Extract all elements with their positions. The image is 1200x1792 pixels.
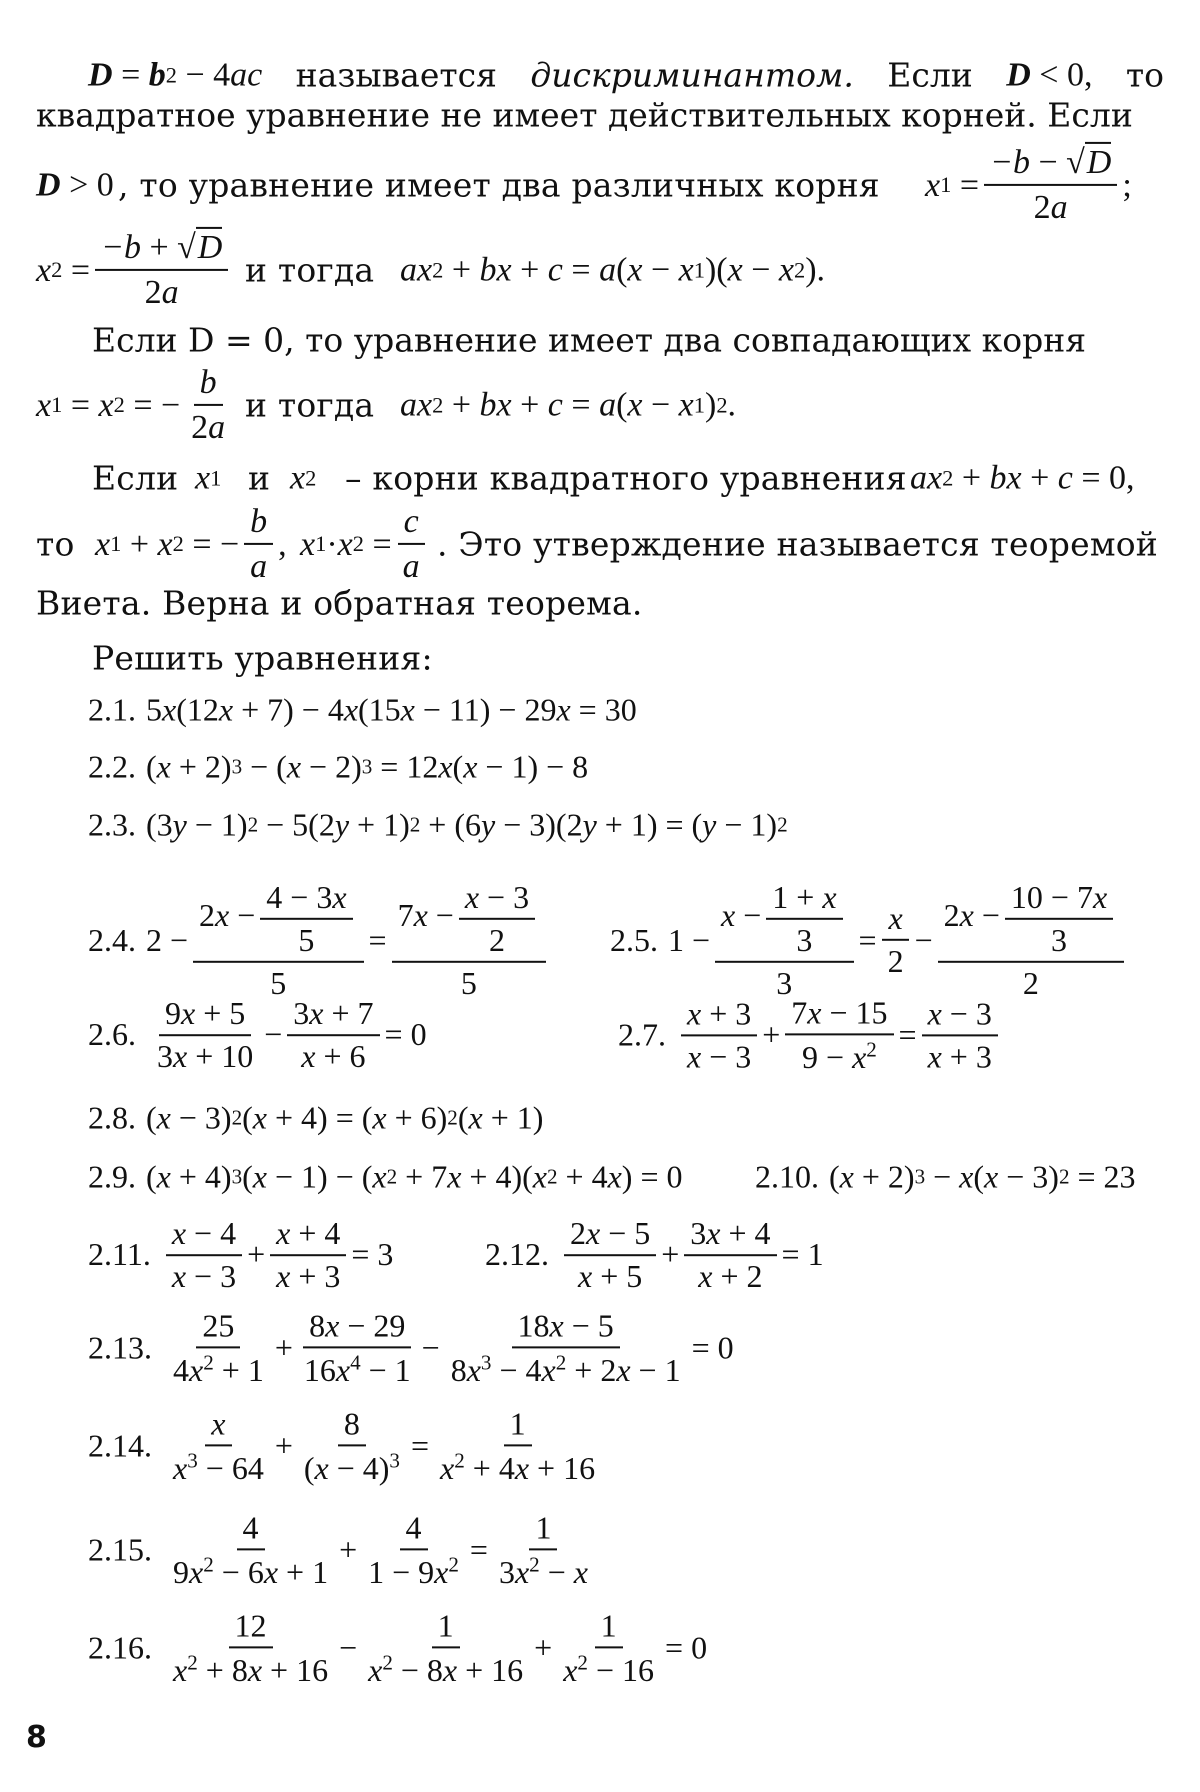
problem-2-16: 2.16. $\frac{12}{x^2 + 8x + 16}$ − $\frac{1}{x^2 - 8x + 16}$ + $\frac{1}{x^2 - 16}$ = 0 [88, 1607, 708, 1688]
symbol-x1: x 1 [195, 459, 222, 497]
discriminant-formula: D = b 2 − 4 ac [88, 56, 263, 94]
problem-2-12: 2.12. $\frac{2x - 5}{x + 5}$ + $\frac{3x + 4}{x + 2}$ = 1 [485, 1215, 824, 1294]
problem-2-15: 2.15. $\frac{4}{9x^2 - 6x + 1}$ + $\frac{4}{1 - 9x^2}$ = $\frac{1}{3x^2 - x}$ [88, 1509, 588, 1590]
text-vieta-theorem: . Это утверждение называется теоремой [437, 524, 1158, 564]
formula-equal-roots: x 1 = x 2 = − $\frac{b}{2a}$ [36, 363, 226, 446]
problem-2-8-number: 2.8. [88, 1099, 136, 1136]
symbol-x2: x 2 [290, 459, 317, 497]
problem-2-10-number: 2.10. [755, 1158, 819, 1195]
problem-2-5: 2.5. 1 − x − $\frac{1 + x}{3}$ 3 = $\frac{x}{2}$ − 2x − $\frac{10 - 7x}{3}$ 2 [610, 879, 1129, 1001]
problem-2-14: 2.14. $\frac{x}{x^3 - 64}$ + $\frac{8}{(x - 4)^3}$ = $\frac{1}{x^2 + 4x + 16}$ [88, 1405, 596, 1486]
problem-2-9: 2.9. ( x + 4) 3 ( x − 1) − ( x 2 + 7 x + 4)( x 2 + 4 x ) = 0 [88, 1158, 683, 1195]
text-and-then-2: и тогда [245, 385, 375, 425]
formula-x1: x 1 = $\frac{-b - √D}{2a}$ ; [925, 143, 1132, 226]
text-called: называется [295, 55, 497, 95]
formula-x2: x 2 = $\frac{-b + √D}{2a}$ [36, 228, 233, 312]
problem-2-11-number: 2.11. [88, 1236, 151, 1273]
problem-2-2: 2.2. ( x + 2) 3 − ( x − 2) 3 = 12 x ( x − 1) − 8 [88, 748, 589, 785]
text-if-roots: Если [92, 458, 179, 498]
problem-2-10: 2.10. ( x + 2) 3 − x ( x − 3) 2 = 23 [755, 1158, 1136, 1195]
problem-2-15-number: 2.15. [88, 1531, 152, 1568]
problem-2-6: 2.6. $\frac{9x + 5}{3x + 10}$ − $\frac{3x + 7}{x + 6}$ = 0 [88, 995, 427, 1074]
text-two-roots: , то уравнение имеет два различных корня [118, 165, 880, 205]
vieta-sum: x 1 + x 2 = − $\frac{b}{a}$ , [95, 502, 287, 585]
factorization-double-root: ax 2 + bx + c = a ( x − x 1 ) 2 . [400, 386, 737, 424]
problem-2-11: 2.11. $\frac{x - 4}{x - 3}$ + $\frac{x + 4}{x + 3}$ = 3 [88, 1215, 394, 1294]
problem-2-3: 2.3. (3 y − 1) 2 − 5(2 y + 1) 2 + (6 y − 3)(2 y + 1) = ( y − 1) 2 [88, 806, 788, 843]
text-line-2 [36, 96, 1164, 135]
text-line-2-content: квадратное уравнение не имеет действительных корней. Если [36, 95, 1133, 135]
problem-2-4: 2.4. 2 − 2x − $\frac{4 - 3x}{5}$ 5 = 7x − $\frac{x - 3}{2}$ 5 [88, 879, 551, 1001]
section-heading: Решить уравнения: [92, 638, 433, 678]
text-line-5 [92, 321, 1164, 360]
problem-2-13: 2.13. $\frac{25}{4x^2 + 1}$ + $\frac{8x - 29}{16x^4 - 1}$ − $\frac{18x - 5}{8x^3 - 4x^2 + 2x - 1}$ = 0 [88, 1307, 734, 1388]
problem-2-9-number: 2.9. [88, 1158, 136, 1195]
problem-2-2-number: 2.2. [88, 748, 136, 785]
condition-d-negative: D < 0, [1006, 56, 1093, 94]
problem-2-5-number: 2.5. [610, 921, 658, 958]
problem-2-7-number: 2.7. [618, 1016, 666, 1053]
problem-2-16-number: 2.16. [88, 1629, 152, 1666]
problem-2-4-number: 2.4. [88, 921, 136, 958]
problem-2-14-number: 2.14. [88, 1427, 152, 1464]
condition-d-positive: D > 0 [36, 166, 114, 204]
problem-2-1: 2.1. 5 x (12 x + 7) − 4 x (15 x − 11) − 29 x = 30 [88, 691, 637, 728]
term-discriminant: дискриминантом. [530, 55, 854, 95]
text-if: Если [887, 55, 973, 95]
problem-2-13-number: 2.13. [88, 1329, 152, 1366]
problem-2-12-number: 2.12. [485, 1236, 549, 1273]
quadratic-equation: ax 2 + bx + c = 0, [910, 459, 1135, 497]
problem-2-1-number: 2.1. [88, 691, 136, 728]
vieta-product: x 1 · x 2 = $\frac{c}{a}$ [300, 502, 431, 586]
text-and-then-1: и тогда [245, 250, 375, 290]
factorization-two-roots: ax 2 + bx + c = a ( x − x 1 )( x − x 2 ). [400, 251, 826, 289]
text-line-5-content: Если D = 0, то уравнение имеет два совпадающих корня [92, 320, 1087, 360]
problem-2-8: 2.8. ( x − 3) 2 ( x + 4) = ( x + 6) 2 ( x + 1) [88, 1099, 544, 1136]
problem-2-3-number: 2.3. [88, 806, 136, 843]
text-line-1 [88, 55, 1164, 94]
text-then-vieta: то [36, 524, 75, 564]
text-line-9: Виета. Верна и обратная теорема. [36, 583, 643, 623]
problem-2-7: 2.7. $\frac{x + 3}{x - 3}$ + $\frac{7x - 15}{9 - x^2}$ = $\frac{x - 3}{x + 3}$ [618, 994, 1003, 1075]
text-and: и [248, 458, 271, 498]
page-number: 8 [26, 1720, 47, 1755]
text-then: то [1125, 55, 1164, 95]
problem-2-6-number: 2.6. [88, 1016, 136, 1053]
text-roots-of-equation: – корни квадратного уравнения [345, 458, 907, 498]
